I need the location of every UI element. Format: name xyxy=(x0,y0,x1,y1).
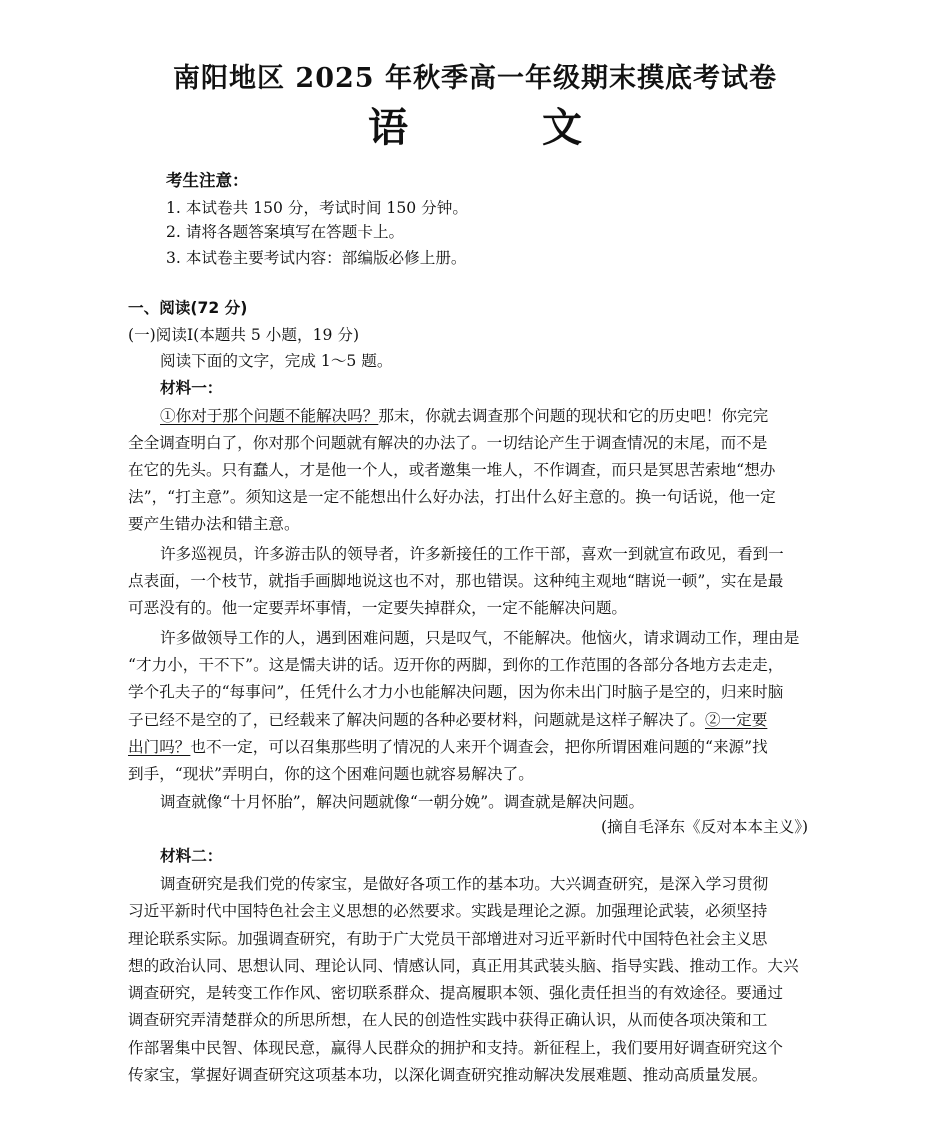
paragraph-line xyxy=(128,682,783,702)
text-segment: 那末，你就去调查那个问题的现状和它的历史吧！你完完 xyxy=(378,407,769,425)
text-segment: 许多做领导工作的人，遇到困难问题，只是叹气，不能解决。他恼火，请求调动工作，理由是 xyxy=(160,629,800,647)
exam-title: 南阳地区 2025 年秋季高一年级期末摸底考试卷 xyxy=(173,63,777,94)
paragraph-line xyxy=(160,628,799,648)
text-segment: 子已经不是空的了，已经载来了解决问题的各种必要材料，问题就是这样子解决了。 xyxy=(128,711,705,729)
underlined-text: ①你对于那个问题不能解决吗？ xyxy=(160,407,379,425)
paragraph-line xyxy=(128,571,783,591)
paragraph-line xyxy=(128,764,534,784)
paragraph-line: 想的政治认同、思想认同、理论认同、情感认同，真正用其武装头脑、指导实践、推动工作。大兴 xyxy=(128,957,799,975)
paragraph-line: 习近平新时代中国特色社会主义思想的必然要求。实践是理论之源。加强理论武装，必须坚持 xyxy=(128,902,768,920)
underlined-text: 出门吗？ xyxy=(128,738,191,756)
paragraph-line: 作部署集中民智、体现民意，赢得人民群众的拥护和支持。新征程上，我们要用好调查研究这个 xyxy=(128,1039,783,1057)
paragraph-line xyxy=(128,655,783,675)
notice-item: 3. 本试卷主要考试内容：部编版必修上册。 xyxy=(166,249,467,267)
text-segment: 要产生错办法和错主意。 xyxy=(128,515,300,533)
text-segment: 调查就像“十月怀胎”，解决问题就像“一朝分娩”。调查就是解决问题。 xyxy=(160,793,645,811)
paragraph-line xyxy=(128,433,767,453)
text-segment: 在它的先头。只有蠢人，才是他一个人，或者邀集一堆人，不作调查，而只是冥思苦索地“想办 xyxy=(128,461,776,479)
paragraph-line: 调查研究，是转变工作作风、密切联系群众、提高履职本领、强化责任担当的有效途径。要通过 xyxy=(128,984,783,1002)
notice-item: 2. 请将各题答案填写在答题卡上。 xyxy=(166,223,405,241)
text-segment: “才力小，干不下”。这是懦夫讲的话。迈开你的两脚，到你的工作范围的各部分各地方去走走， xyxy=(128,656,784,674)
text-segment: 学个孔夫子的“每事问”，任凭什么才力小也能解决问题，因为你未出门时脑子是空的，归来时脑 xyxy=(128,683,784,701)
paragraph-line xyxy=(128,598,627,618)
text-segment: 可恶没有的。他一定要弄坏事情，一定要失掉群众，一定不能解决问题。 xyxy=(128,599,628,617)
paragraph-line xyxy=(160,406,768,426)
material2-label: 材料二： xyxy=(160,847,223,865)
text-segment: 也不一定，可以召集那些明了情况的人来开个调查会，把你所谓困难问题的“来源”找 xyxy=(190,738,768,756)
text-segment: 许多巡视员，许多游击队的领导者，许多新接任的工作干部，喜欢一到就宣布政见，看到一 xyxy=(160,545,784,563)
paragraph-line xyxy=(128,710,767,730)
paragraph-line xyxy=(160,792,644,812)
underlined-text: ②一定要 xyxy=(704,711,768,729)
sub-section-heading: (一)阅读Ⅰ(本题共 5 小题，19 分) xyxy=(128,326,360,344)
section-heading: 一、阅读(72 分) xyxy=(128,299,248,317)
paragraph-line: 调查研究是我们党的传家宝，是做好各项工作的基本功。大兴调查研究，是深入学习贯彻 xyxy=(160,875,769,893)
paragraph-line: 调查研究弄清楚群众的所思所想，在人民的创造性实践中获得正确认识，从而使各项决策和工 xyxy=(128,1011,768,1029)
text-segment: 法”，“打主意”。须知这是一定不能想出什么好办法，打出什么好主意的。换一句话说，他一定 xyxy=(128,488,776,506)
instruction: 阅读下面的文字，完成 1～5 题。 xyxy=(160,352,393,370)
paragraph-line xyxy=(160,544,784,564)
paragraph-line xyxy=(128,737,768,757)
text-segment: 到手，“现状”弄明白，你的这个困难问题也就容易解决了。 xyxy=(128,765,534,783)
notice-item: 1. 本试卷共 150 分，考试时间 150 分钟。 xyxy=(166,199,468,217)
paragraph-line: 理论联系实际。加强调查研究，有助于广大党员干部增进对习近平新时代中国特色社会主义思 xyxy=(128,930,768,948)
text-segment: 全全调查明白了，你对那个问题就有解决的办法了。一切结论产生于调查情况的末尾，而不是 xyxy=(128,434,768,452)
paragraph-line xyxy=(128,514,300,534)
text-segment: 点表面，一个枝节，就指手画脚地说这也不对，那也错误。这种纯主观地“瞎说一顿”，实在是最 xyxy=(128,572,784,590)
material1-source: (摘自毛泽东《反对本本主义》) xyxy=(601,818,809,836)
notice-heading: 考生注意： xyxy=(166,171,249,190)
subject-title: 语 文 xyxy=(368,104,642,151)
paragraph-line xyxy=(128,460,775,480)
paragraph-line: 传家宝，掌握好调查研究这项基本功，以深化调查研究推动解决发展难题、推动高质量发展。 xyxy=(128,1066,768,1084)
material1-label: 材料一： xyxy=(160,379,223,397)
paragraph-line xyxy=(128,487,776,507)
